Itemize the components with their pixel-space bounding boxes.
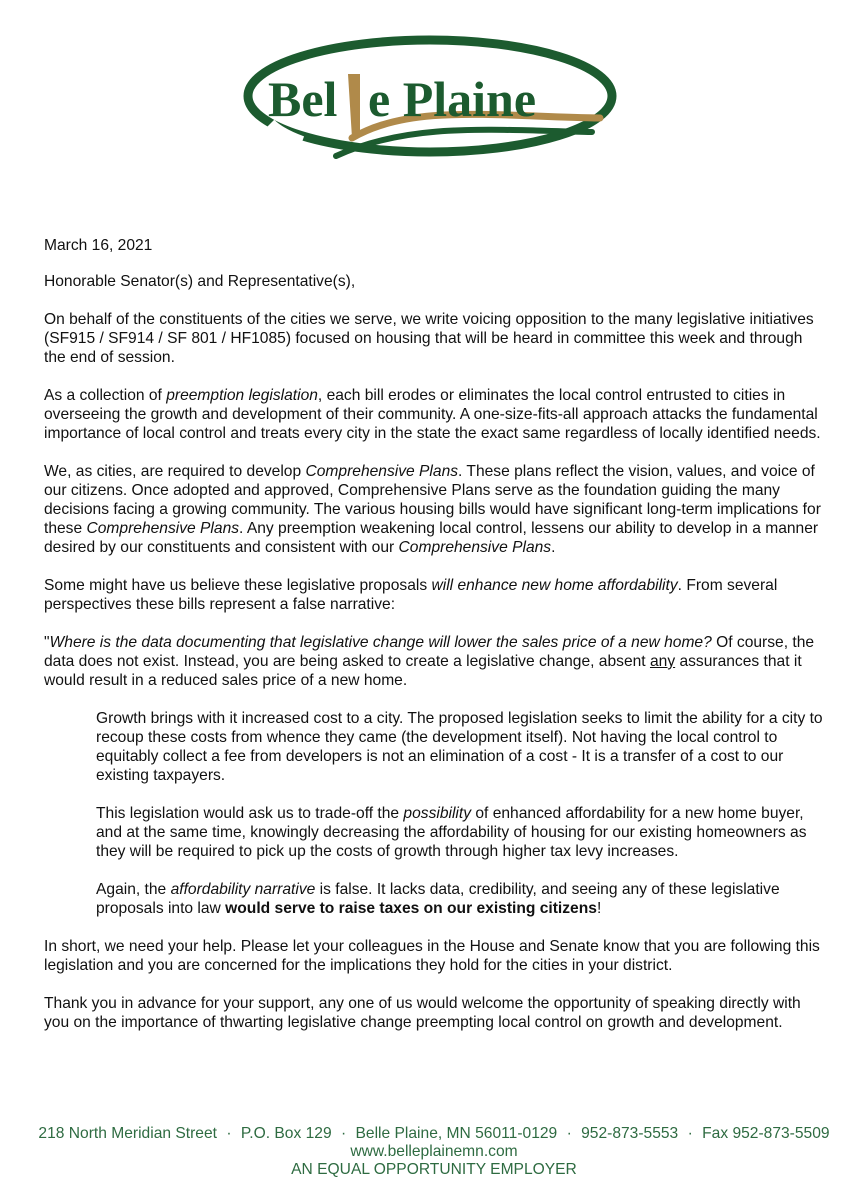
footer-po-box: P.O. Box 129 [240, 1125, 332, 1142]
indented-paragraph-2: This legislation would ask us to trade-off the possibility of enhanced affordability for a new home buyer, and at the same time, knowingly decreasing the affordability of housing for our existing homeowners as they will be required to pick up the costs of growth through higher tax levy increases. [96, 805, 807, 860]
paragraph-4: Some might have us believe these legislative proposals will enhance new home affordability. From several perspectives these bills represent a false narrative: [44, 577, 778, 613]
paragraph-3: We, as cities, are required to develop Comprehensive Plans. These plans reflect the vision, values, and voice of our citizens. Once adopted and approved, Comprehensive Plans serve as the foundation guiding the many decisions facing a growing community. The various housing bills would have significant long-term implications for these Comprehensive Plans. Any preemption weakening local control, lessens our ability to develop in a manner desired by our constituents and consistent with our Comprehensive Plans. [44, 463, 821, 556]
footer-address: 218 North Meridian Street [38, 1125, 217, 1142]
footer-fax: Fax 952-873-5509 [702, 1125, 830, 1142]
footer-separator: · [687, 1125, 693, 1142]
footer-separator: · [340, 1125, 347, 1142]
belle-plaine-logo [240, 34, 620, 162]
paragraph-1: On behalf of the constituents of the cities we serve, we write voicing opposition to the many legislative initiatives (SF915 / SF914 / SF 801 / HF1085) focused on housing that will be heard in committee this week and through the end of session. [44, 311, 814, 366]
footer-separator: · [226, 1125, 232, 1142]
paragraph-5-quote: "Where is the data documenting that legislative change will lower the sales price of a new home? Of course, the data does not exist. Instead, you are being asked to create a legislative change, absent any assurances that it would result in a reduced sales price of a new home. [44, 634, 815, 689]
footer-separator: · [566, 1125, 572, 1142]
indented-paragraph-3: Again, the affordability narrative is false. It lacks data, credibility, and seeing any of these legislative proposals into law would serve to raise taxes on our existing citizens! [96, 881, 780, 917]
letter-body [44, 236, 824, 1051]
paragraph-2: As a collection of preemption legislation, each bill erodes or eliminates the local control entrusted to cities in overseeing the growth and development of their community. A one-size-fits-all approach attacks the fundamental importance of local control and treats every city in the state the exact same regardless of locally identified needs. [44, 387, 821, 442]
footer-city: Belle Plaine, MN 56011-0129 [355, 1125, 558, 1142]
indented-paragraph-1: Growth brings with it increased cost to a city. The proposed legislation seeks to limit the ability for a city to recoup these costs from whence they came (the development itself). Not having the local control to equitably collect a fee from developers is not an elimination of a cost - It is a transfer of a cost to our existing taxpayers. [96, 710, 823, 784]
paragraph-7: Thank you in advance for your support, any one of us would welcome the opportunity of speaking directly with you on the importance of thwarting legislative change preempting local control on growth and development. [44, 995, 801, 1031]
letter-date: March 16, 2021 [44, 237, 153, 254]
letterhead-footer [0, 1125, 868, 1179]
logo-text-part2: e Plaine [368, 71, 537, 127]
paragraph-6: In short, we need your help. Please let your colleagues in the House and Senate know that you are following this legislation and you are concerned for the implications they hold for the cities in your district. [44, 938, 820, 974]
footer-website[interactable]: www.belleplainemn.com [350, 1143, 518, 1160]
logo-text-part1: Bel [268, 71, 338, 127]
footer-contact-line [0, 1125, 868, 1143]
salutation: Honorable Senator(s) and Representative(s), [44, 273, 356, 290]
footer-phone: 952-873-5553 [581, 1125, 679, 1142]
footer-eoe: AN EQUAL OPPORTUNITY EMPLOYER [291, 1161, 577, 1178]
